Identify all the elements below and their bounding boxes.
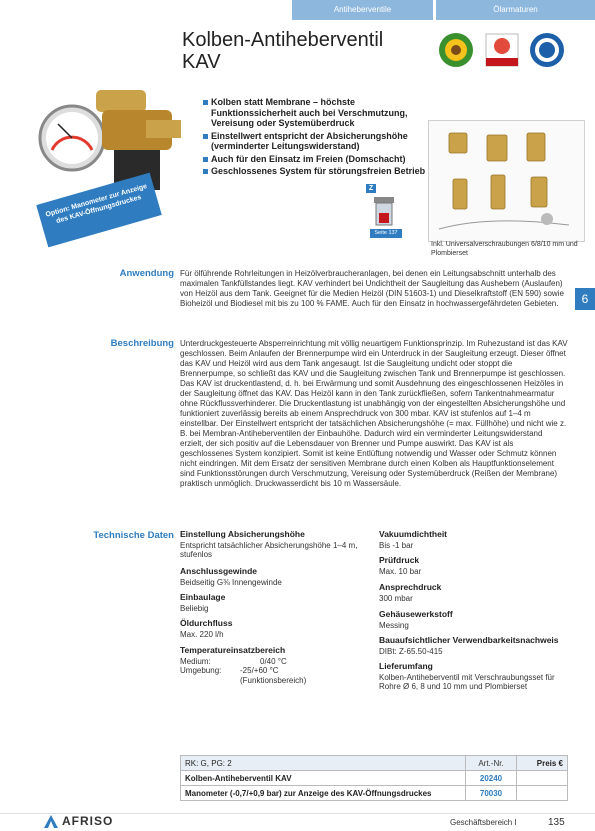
table-cell-art[interactable]: 70030 <box>466 786 517 801</box>
spec-absicherungshoehe <box>180 530 360 560</box>
spec-temperatur <box>180 646 360 685</box>
spec-value: 300 mbar <box>379 593 413 603</box>
technische-daten-label: Technische Daten <box>93 530 174 541</box>
temp-value: (Funktionsbereich) <box>240 675 307 685</box>
table-header-row <box>181 756 568 771</box>
feature-item: Einstellwert entspricht der Absicherungshöhe (verminderter Leitungswiderstand) <box>203 131 443 152</box>
award-seal-logo <box>529 32 565 68</box>
bio-bio-logo <box>438 32 474 68</box>
table-cell-art[interactable]: 20240 <box>466 771 517 786</box>
beschreibung-label: Beschreibung <box>110 338 174 349</box>
table-cell-preis <box>517 786 568 801</box>
order-table <box>180 755 568 801</box>
chapter-tab[interactable]: 6 <box>575 288 595 310</box>
spec-value: Beidseitig G⅜ Innengewinde <box>180 577 282 587</box>
table-cell-name: Kolben-Antiheberventil KAV <box>181 771 466 786</box>
temp-value: -25/+60 °C <box>240 666 279 675</box>
seite-reference-link[interactable]: Seite 137 <box>370 229 402 238</box>
spec-key: Lieferumfang <box>379 661 433 671</box>
spec-key: Vakuumdichtheit <box>379 529 448 539</box>
spec-key: Einbaulage <box>180 592 226 602</box>
spec-value: Messing <box>379 620 409 630</box>
footer-section: Geschäftsbereich I <box>450 818 517 827</box>
spec-key: Ansprechdruck <box>379 582 442 592</box>
spec-value: DIBt: Z-65.50-415 <box>379 646 443 656</box>
filter-thumbnail-image <box>366 193 402 229</box>
temp-label <box>180 676 240 686</box>
table-header-preis: Preis € <box>517 756 568 771</box>
table-row <box>181 771 568 786</box>
brand-name: AFRISO <box>62 814 114 828</box>
fittings-caption: Inkl. Universalverschraubungen 6/8/10 mm und Plombierset <box>431 241 578 257</box>
spec-value: Max. 10 bar <box>379 566 422 576</box>
promo-service-logo <box>484 32 520 68</box>
anwendung-label: Anwendung <box>119 268 174 279</box>
anwendung-text: Für ölführende Rohrleitungen in Heizölverbraucheranlagen, bei denen ein Leitungsabschnitt unterhalb des maximalen Tankfüllstandes liegt. KAV verhindert bei Undichtheit der Saugleitung das Aushebern (Auslaufen) von Heizöl aus dem Tank. Geeignet für die Medien Heizöl (DIN 51603-1) und Dieselkraftstoff (EN 590) sowie Bioheizöl und Biodiesel mit bis zu 100 % FAME. Auch für den Einsatz in hochwassergefährdeten Gebieten. <box>180 269 564 308</box>
spec-verwendbarkeitsnachweis <box>379 636 574 656</box>
spec-value: Bis -1 bar <box>379 540 414 550</box>
spec-key: Gehäusewerkstoff <box>379 609 453 619</box>
spec-lieferumfang <box>379 662 574 692</box>
feature-item: Kolben statt Membrane – höchste Funktionssicherheit auch bei Verschmutzung, Vereisung oder Systemüberdruck <box>203 97 443 129</box>
table-cell-preis <box>517 771 568 786</box>
spec-key: Bauaufsichtlicher Verwendbarkeitsnachweis <box>379 635 559 645</box>
table-header-rk: RK: G, PG: 2 <box>181 756 466 771</box>
feature-item: Geschlossenes System für störungsfreien Betrieb <box>203 166 443 177</box>
temp-row-umgebung <box>180 666 360 676</box>
temp-row-funktionsbereich <box>180 676 360 686</box>
table-row <box>181 786 568 801</box>
spec-vakuumdichtheit <box>379 530 574 550</box>
table-header-art: Art.-Nr. <box>466 756 517 771</box>
title-line-1: Kolben-Antiheberventil <box>182 29 384 51</box>
spec-key: Prüfdruck <box>379 555 420 565</box>
spec-key: Öldurchfluss <box>180 618 233 628</box>
header-tab-antiheberventile[interactable]: Antiheberventile <box>292 0 433 20</box>
fittings-illustration <box>429 121 584 241</box>
beschreibung-text: Unterdruckgesteuerte Absperreinrichtung mit völlig neuartigem Funktionsprinzip. Im Ruhezustand ist das KAV geschlossen. Beim Anlaufen der Brennerpumpe wird ein Unterdruck in der Saugleitung erzeugt. Dieser öffnet das KAV und Heizöl wird aus dem Tank angesaugt. Ist die Saugleitung undicht oder stoppt die Brennerpumpe, so schließt das KAV und die Saugleitung zwischen Tank und Brennerpumpe ist geschlossen. Das KAV ist druckentlastend, d. h. bei Erwärmung und somit Ausdehnung des eingeschlossenen Heizöles in der Saugleitung öffnet das KAV. Das Heizöl kann in den Tank zurückfließen, sofern Tankentnahmearmatur ohne Rückflussverhinderer. Die Druckentlastung ist unabhängig von der eingestellten Absicherungshöhe und funktioniert zuverlässig bereits ab einem Ansprechdruck von 300 mbar. KAV ist stufenlos auf 1–4 m einstellbar. Der Einstellwert entspricht der tatsächlichen Absicherungshöhe (= max. Füllhöhe) und nicht wie z. B. bei Membran-Antiheberventilen der Einbauhöhe. Dadurch wird ein verminderter Leitungswiderstand erzielt, der sich positiv auf die Lebensdauer von Brenner und Pumpe auswirkt. Das KAV ist als geschlossenes System konzipiert. Somit ist keine Entlüftung notwendig und Wasser oder Schmutz können nicht eindringen. Mit dem Ersatz der sensitiven Membrane durch einen Kolben als Hauptfunktionselement sind Funktionsstörungen durch Verschmutzung, Vereisung oder Systemüberdruck (Reißen der Membrane) praktisch unmöglich. Druckwasserdicht bis 10 m Wassersäule. <box>180 339 568 488</box>
spec-value: Kolben-Antiheberventil mit Verschraubungsset für Rohre Ø 6, 8 und 10 mm und Plombierset <box>379 672 555 691</box>
z-marker: Z <box>366 184 376 193</box>
spec-key: Anschlussgewinde <box>180 566 257 576</box>
spec-anschlussgewinde <box>180 567 360 587</box>
title-line-2: KAV <box>182 51 221 73</box>
fittings-photo <box>428 120 585 242</box>
option-manometer-label: Option: Manometer zur Anzeige des KAV-Öffnungsdruckes <box>36 173 162 248</box>
temp-label: Medium: <box>180 656 211 666</box>
spec-pruefdruck <box>379 556 574 576</box>
spec-value: Entspricht tatsächlicher Absicherungshöhe 1–4 m, stufenlos <box>180 540 358 559</box>
feature-list <box>203 97 443 179</box>
temp-value: 0/40 °C <box>260 656 287 666</box>
spec-value: Beliebig <box>180 603 209 613</box>
table-cell-name: Manometer (-0,7/+0,9 bar) zur Anzeige des KAV-Öffnungsdruckes <box>181 786 466 801</box>
temp-label: Umgebung: <box>180 666 222 675</box>
spec-einbaulage <box>180 593 360 613</box>
temp-row-medium <box>180 657 360 667</box>
feature-item: Auch für den Einsatz im Freien (Domschacht) <box>203 154 443 165</box>
page-number: 135 <box>548 817 565 828</box>
page-title <box>182 29 383 73</box>
spec-key: Temperatureinsatzbereich <box>180 645 286 655</box>
header-tab-olarmaturen[interactable]: Ölarmaturen <box>436 0 595 20</box>
spec-oeldurchfluss <box>180 619 360 639</box>
spec-key: Einstellung Absicherungshöhe <box>180 529 305 539</box>
afriso-logo-icon <box>44 815 58 828</box>
spec-value: Max. 220 l/h <box>180 629 224 639</box>
spec-gehaeusewerkstoff <box>379 610 574 630</box>
spec-ansprechdruck <box>379 583 574 603</box>
